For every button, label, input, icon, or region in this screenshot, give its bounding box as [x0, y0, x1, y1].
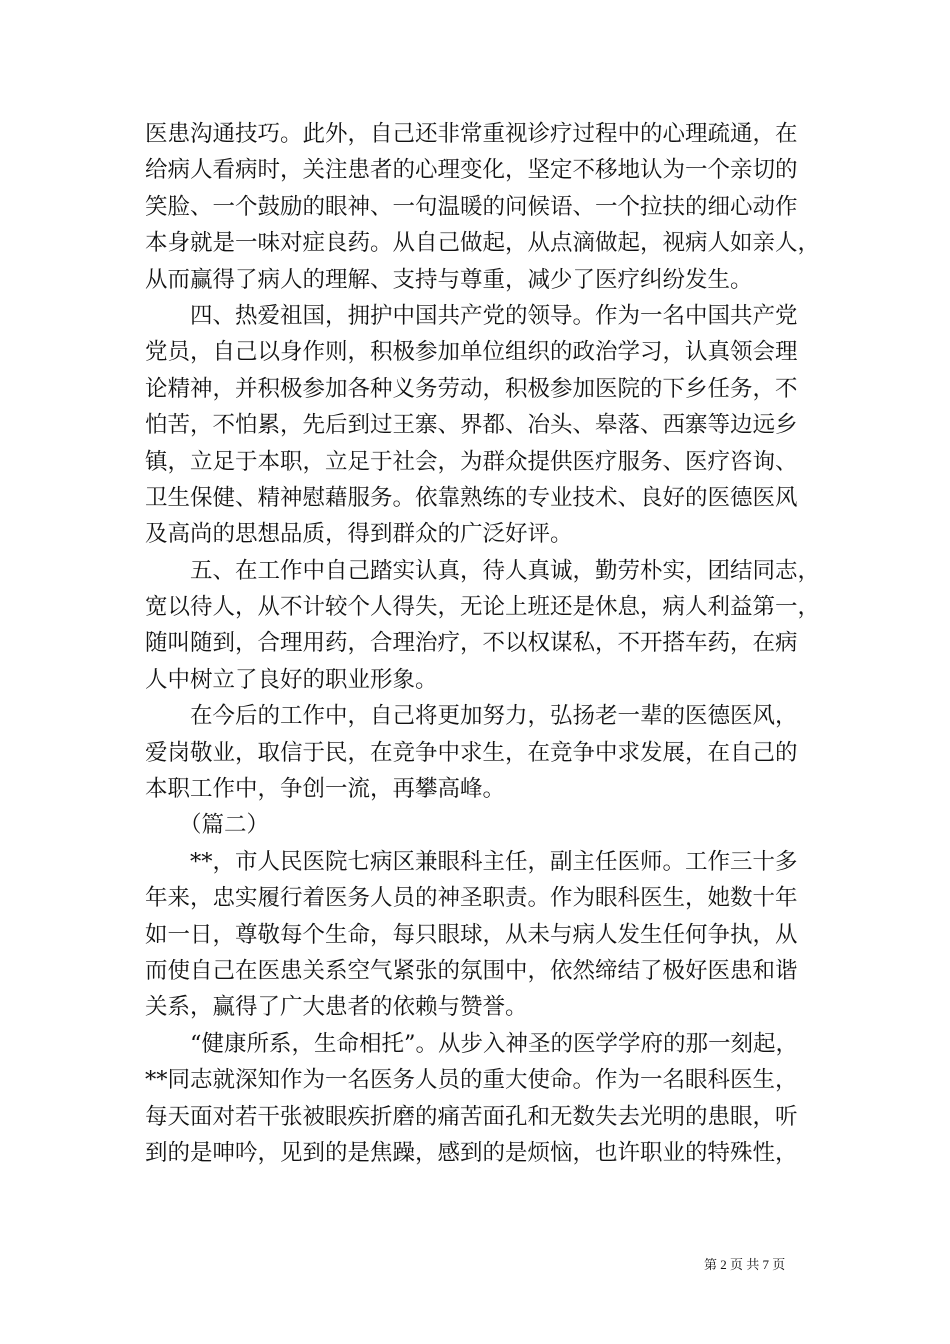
text-line: 医患沟通技巧。此外，自己还非常重视诊疗过程中的心理疏通，在	[145, 121, 798, 147]
text-line: 镇，立足于本职，立足于社会，为群众提供医疗服务、医疗咨询、	[145, 448, 798, 475]
text-line: 论精神，并积极参加各种义务劳动，积极参加医院的下乡任务，不	[145, 375, 798, 402]
text-line: 宽以待人，从不计较个人得失，无论上班还是休息，病人利益第一，	[145, 594, 821, 621]
paragraph-start-line: 四、热爱祖国，拥护中国共产党的领导。作为一名中国共产党	[190, 302, 798, 329]
paragraph-start-line: 五、在工作中自己踏实认真，待人真诚，勤劳朴实，团结同志，	[190, 557, 821, 584]
text-line: 怕苦，不怕累，先后到过王寨、界都、冶头、皋落、西寨等边远乡	[145, 412, 798, 439]
text-line: 本身就是一味对症良药。从自己做起，从点滴做起，视病人如亲人，	[145, 230, 821, 257]
text-line: 关系，赢得了广大患者的依赖与赞誉。	[145, 994, 528, 1021]
section-heading: （篇二）	[179, 812, 270, 839]
text-line: 年来，忠实履行着医务人员的神圣职责。作为眼科医生，她数十年	[145, 885, 798, 912]
text-line: **同志就深知作为一名医务人员的重大使命。作为一名眼科医生，	[145, 1067, 798, 1094]
text-line: 本职工作中，争创一流，再攀高峰。	[145, 776, 506, 803]
text-line: 如一日，尊敬每个生命，每只眼球，从未与病人发生任何争执，从	[145, 921, 798, 948]
paragraph-start-line: “健康所系，生命相托”。从步入神圣的医学学府的那一刻起，	[190, 1030, 799, 1057]
paragraph-start-line: **，市人民医院七病区兼眼科主任，副主任医师。工作三十多	[190, 848, 798, 875]
paragraph-start-line: 在今后的工作中，自己将更加努力，弘扬老一辈的医德医风，	[190, 703, 798, 730]
text-line: 随叫随到，合理用药，合理治疗，不以权谋私，不开搭车药，在病	[145, 630, 798, 657]
text-line: 从而赢得了病人的理解、支持与尊重，减少了医疗纠纷发生。	[145, 266, 753, 293]
text-line: 人中树立了良好的职业形象。	[145, 666, 438, 693]
text-line: 党员，自己以身作则，积极参加单位组织的政治学习，认真领会理	[145, 339, 798, 366]
text-line: 到的是呻吟，见到的是焦躁，感到的是烦恼，也许职业的特殊性，	[145, 1139, 798, 1166]
body-text	[145, 116, 821, 1171]
text-line: 及高尚的思想品质，得到群众的广泛好评。	[145, 521, 573, 548]
text-line: 而使自己在医患关系空气紧张的氛围中，依然缔结了极好医患和谐	[145, 957, 798, 984]
text-line: 笑脸、一个鼓励的眼神、一句温暖的问候语、一个拉扶的细心动作	[145, 193, 798, 220]
page-number-footer: 第 2 页 共 7 页	[704, 1257, 786, 1272]
text-line: 卫生保健、精神慰藉服务。依靠熟练的专业技术、良好的医德医风	[145, 484, 798, 511]
text-line: 每天面对若干张被眼疾折磨的痛苦面孔和无数失去光明的患眼，听	[145, 1103, 798, 1130]
text-line: 爱岗敬业，取信于民，在竞争中求生，在竞争中求发展，在自己的	[145, 739, 798, 766]
text-line: 给病人看病时，关注患者的心理变化，坚定不移地认为一个亲切的	[145, 157, 798, 184]
